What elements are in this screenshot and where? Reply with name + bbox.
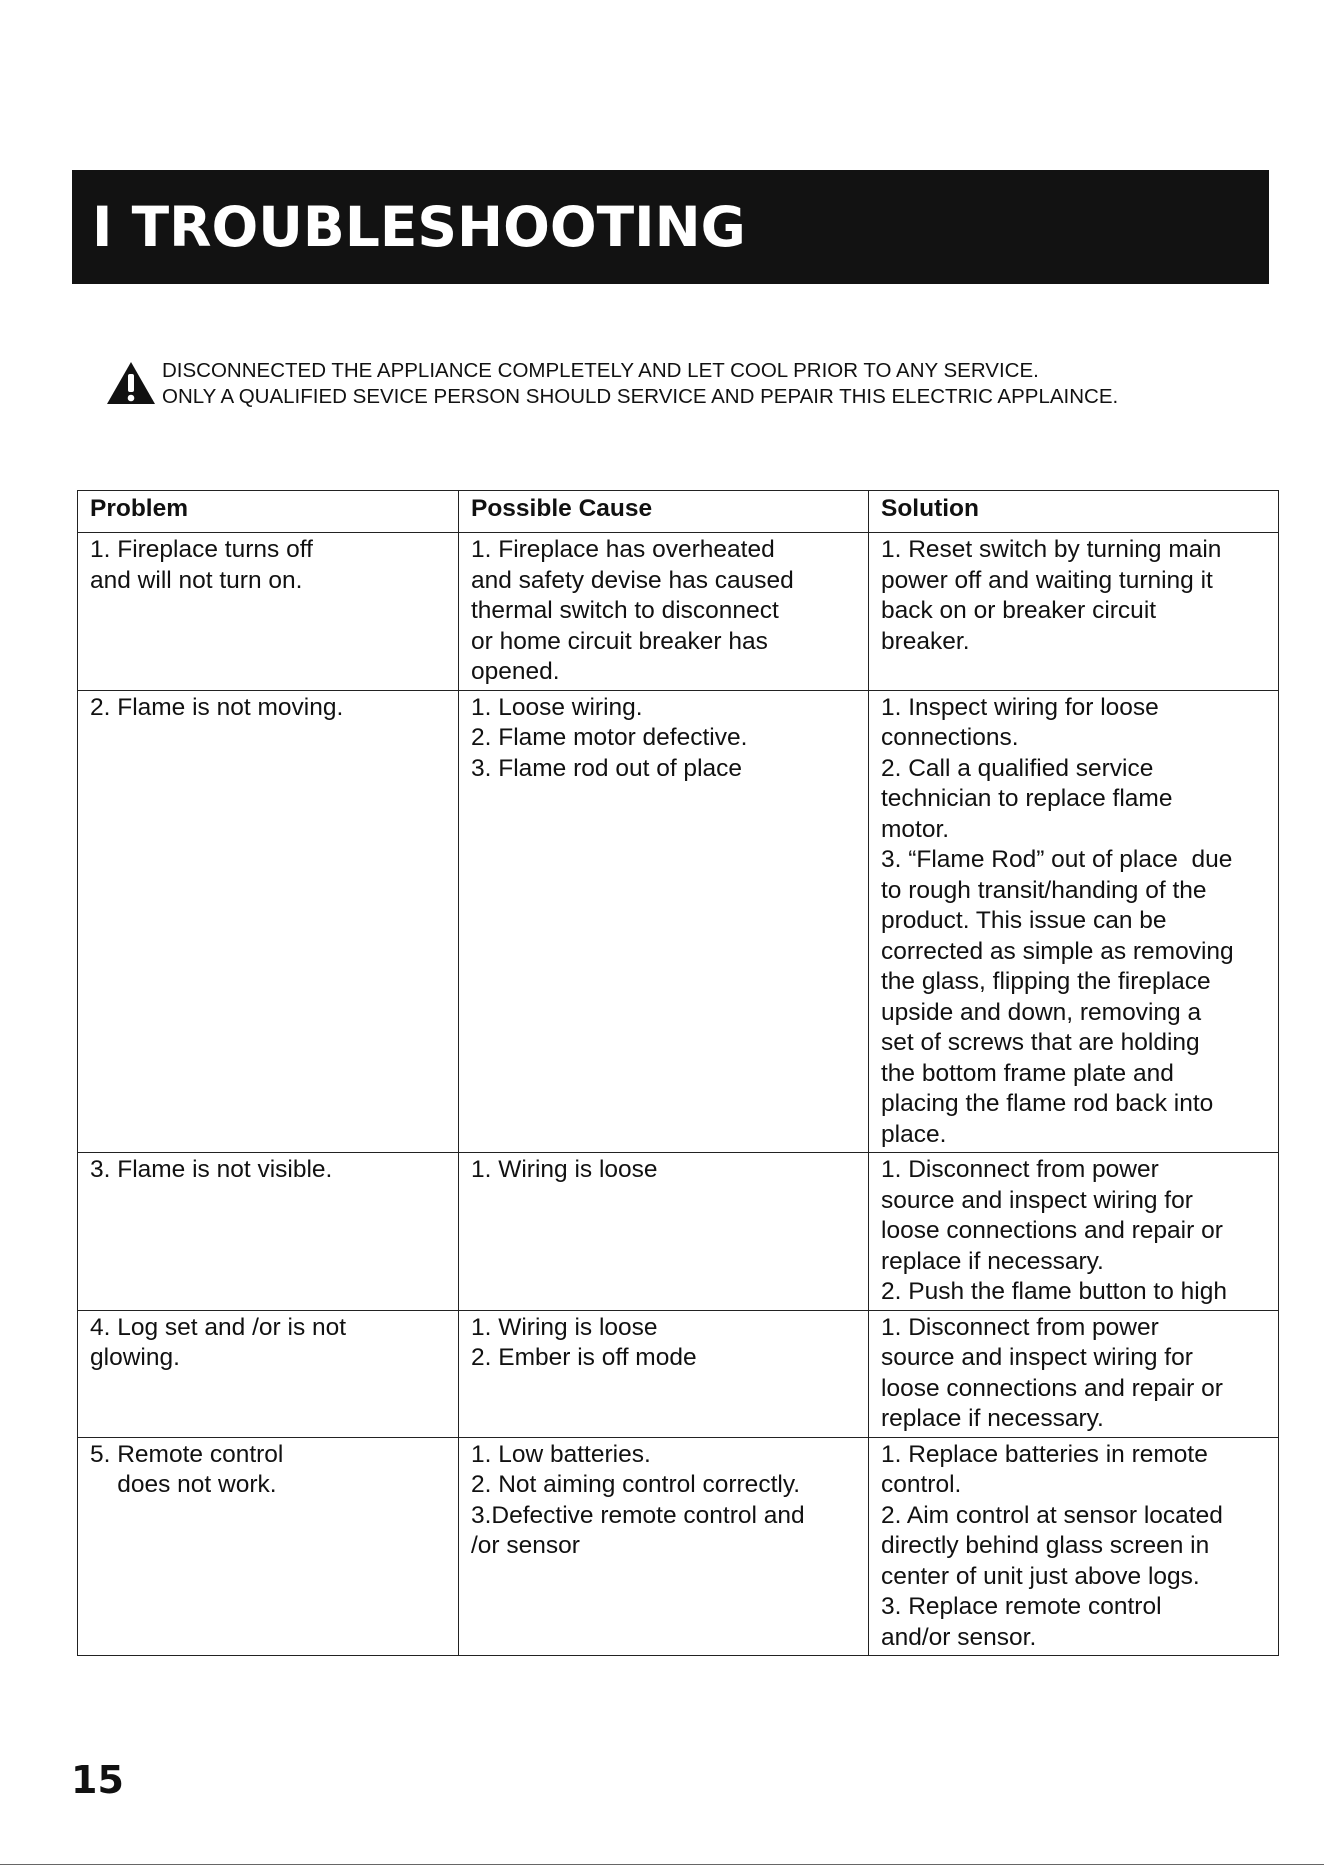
cell-text-line: power off and waiting turning it xyxy=(881,566,1213,594)
cell-text-line: 3. Flame is not visible. xyxy=(90,1156,333,1183)
cell-text-line: 3. Flame rod out of place xyxy=(471,754,743,782)
problem-cell xyxy=(78,1153,459,1311)
table-header-row xyxy=(78,491,1279,533)
table-row xyxy=(78,533,1279,691)
cell-text-line: 1. Replace batteries in remote xyxy=(881,1440,1208,1468)
table-row xyxy=(78,690,1279,1153)
cell-text-line: 1. Fireplace turns off xyxy=(90,536,313,563)
troubleshooting-table xyxy=(77,490,1279,1656)
cell-text-line: 3. Replace remote control xyxy=(881,1593,1162,1620)
cell-text-line: upside and down, removing a xyxy=(881,998,1202,1026)
cell-text-line: 1. Wiring is loose xyxy=(471,1156,658,1183)
warning-line-2: ONLY A QUALIFIED SEVICE PERSON SHOULD SERVICE AND PEPAIR THIS ELECTRIC APPLAINCE. xyxy=(162,385,1119,408)
cell-text-line: loose connections and repair or xyxy=(881,1217,1223,1244)
cause-cell xyxy=(459,690,869,1153)
section-title: I TROUBLESHOOTING xyxy=(92,194,746,259)
cell-text-line: directly behind glass screen in xyxy=(881,1532,1210,1559)
cell-text-line: product. This issue can be xyxy=(881,907,1167,934)
table-row xyxy=(78,1310,1279,1437)
cell-text-line: place. xyxy=(881,1120,947,1148)
cause-cell xyxy=(459,1437,869,1656)
solution-cell xyxy=(869,1310,1279,1437)
cause-cell xyxy=(459,533,869,691)
cause-cell xyxy=(459,1310,869,1437)
bottom-rule xyxy=(0,1864,1324,1865)
page-number: 15 xyxy=(71,1758,124,1802)
cell-text-line: 1. Reset switch by turning main xyxy=(881,536,1222,563)
cell-text-line: loose connections and repair or xyxy=(881,1374,1223,1402)
warning-triangle-icon xyxy=(106,361,156,405)
cell-text-line: or home circuit breaker has xyxy=(471,627,768,655)
cell-text-line: 2. Not aiming control correctly. xyxy=(471,1471,801,1498)
header-solution: Solution xyxy=(869,491,1279,533)
section-banner xyxy=(72,170,1269,284)
table-row xyxy=(78,1153,1279,1311)
problem-cell xyxy=(78,1310,459,1437)
cell-text-line: glowing. xyxy=(90,1344,180,1371)
cell-text-line: 1. Disconnect from power xyxy=(881,1156,1159,1183)
cell-text-line: 3.Defective remote control and xyxy=(471,1501,805,1529)
cell-text-line: 1. Low batteries. xyxy=(471,1440,651,1468)
cell-text-line: 1. Inspect wiring for loose xyxy=(881,693,1159,721)
solution-cell xyxy=(869,1153,1279,1311)
cell-text-line: and safety devise has caused xyxy=(471,566,794,594)
cell-text-line: technician to replace flame xyxy=(881,785,1173,812)
cell-text-line: 2. Ember is off mode xyxy=(471,1344,697,1371)
cell-text-line: the bottom frame plate and xyxy=(881,1059,1174,1087)
cell-text-line: 1. Wiring is loose xyxy=(471,1313,658,1341)
problem-cell xyxy=(78,1437,459,1656)
cell-text-line: replace if necessary. xyxy=(881,1247,1104,1275)
cell-text-line: corrected as simple as removing xyxy=(881,937,1234,965)
cell-text-line: 4. Log set and /or is not xyxy=(90,1313,347,1341)
cell-text-line: motor. xyxy=(881,815,950,843)
cell-text-line: 2. Flame is not moving. xyxy=(90,693,344,721)
cell-text-line: replace if necessary. xyxy=(881,1405,1104,1432)
cause-cell xyxy=(459,1153,869,1311)
cell-text-line: 1. Fireplace has overheated xyxy=(471,536,775,563)
problem-cell xyxy=(78,690,459,1153)
cell-text-line: source and inspect wiring for xyxy=(881,1344,1193,1371)
header-possible-cause: Possible Cause xyxy=(459,491,869,533)
cell-text-line: 5. Remote control xyxy=(90,1440,284,1468)
cell-text-line: 2. Flame motor defective. xyxy=(471,724,748,751)
cell-text-line: 2. Call a qualified service xyxy=(881,754,1154,782)
cell-text-line: control. xyxy=(881,1471,962,1498)
cell-text-line: 2. Push the flame button to high xyxy=(881,1278,1227,1305)
cell-text-line: to rough transit/handing of the xyxy=(881,876,1207,904)
warning-line-1: DISCONNECTED THE APPLIANCE COMPLETELY AND LET COOL PRIOR TO ANY SERVICE. xyxy=(162,359,1039,382)
cell-text-line: set of screws that are holding xyxy=(881,1029,1200,1056)
solution-cell xyxy=(869,533,1279,691)
cell-text-line: the glass, flipping the fireplace xyxy=(881,968,1211,995)
cell-text-line: back on or breaker circuit xyxy=(881,597,1157,624)
table-row xyxy=(78,1437,1279,1656)
cell-text-line: 2. Aim control at sensor located xyxy=(881,1501,1223,1529)
cell-text-line: center of unit just above logs. xyxy=(881,1562,1200,1590)
cell-text-line: opened. xyxy=(471,658,560,685)
cell-text-line: and/or sensor. xyxy=(881,1623,1037,1651)
cell-text-line: and will not turn on. xyxy=(90,566,303,594)
cell-text-line: source and inspect wiring for xyxy=(881,1186,1193,1214)
cell-text-line: 1. Loose wiring. xyxy=(471,693,643,721)
solution-cell xyxy=(869,690,1279,1153)
safety-warning xyxy=(106,358,1266,418)
solution-cell xyxy=(869,1437,1279,1656)
cell-text-line: breaker. xyxy=(881,627,970,655)
cell-text-line: 3. “Flame Rod” out of place due xyxy=(881,846,1233,873)
cell-text-line: placing the flame rod back into xyxy=(881,1090,1214,1117)
cell-text-line: thermal switch to disconnect xyxy=(471,597,779,624)
cell-text-line: does not work. xyxy=(90,1471,277,1498)
problem-cell xyxy=(78,533,459,691)
cell-text-line: connections. xyxy=(881,724,1019,751)
header-problem: Problem xyxy=(78,491,459,533)
cell-text-line: /or sensor xyxy=(471,1532,580,1559)
cell-text-line: 1. Disconnect from power xyxy=(881,1313,1159,1341)
